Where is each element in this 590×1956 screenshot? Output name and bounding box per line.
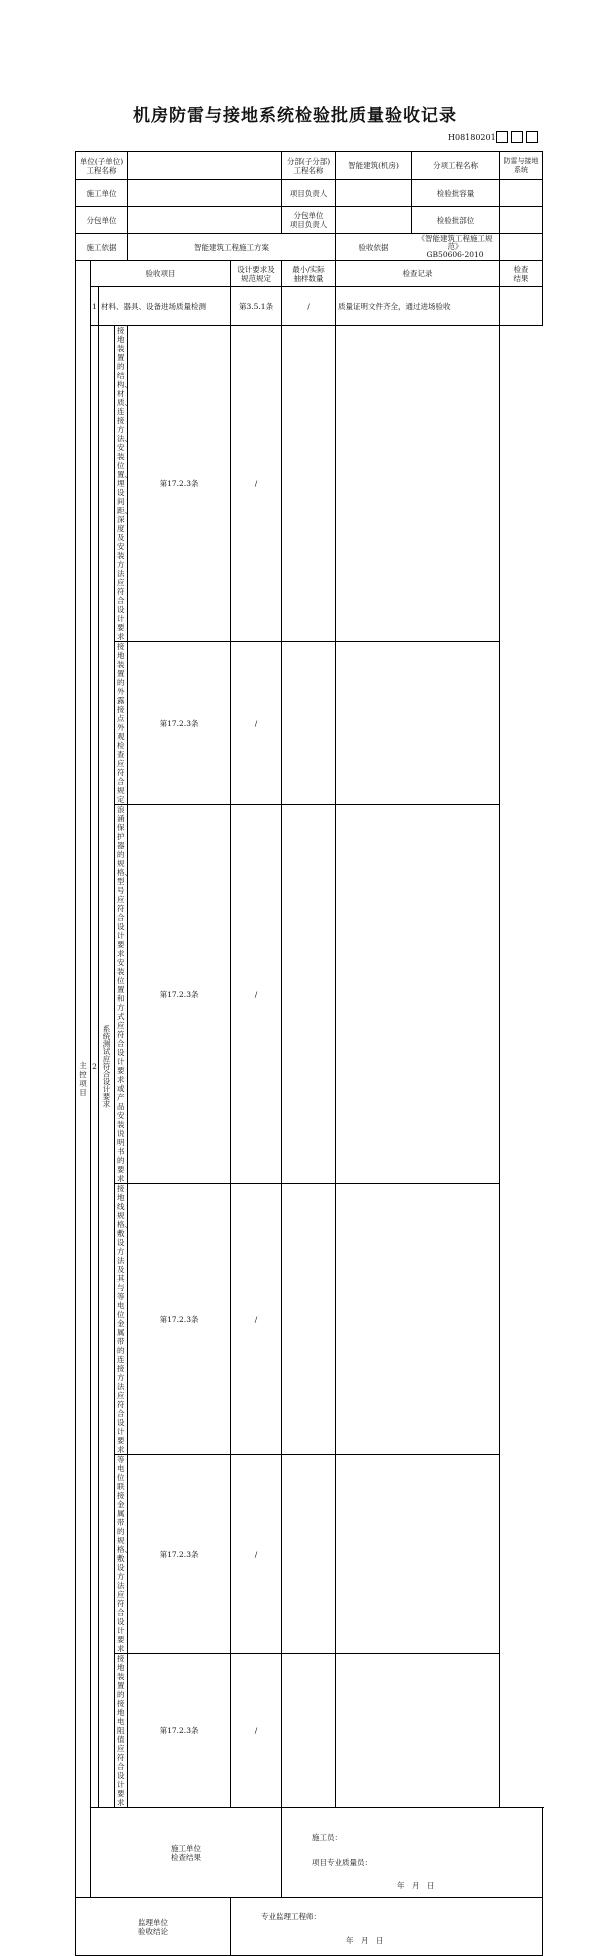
division-name-value[interactable]: 智能建筑(机房) xyxy=(348,161,399,170)
main-control-label: 主 控 项 目 xyxy=(76,261,91,1898)
code-box-2[interactable] xyxy=(511,131,523,143)
item-name: 接地装置的结构、材质、连接方法、安装位置、埋设间距、深度及安装方法应符合设计要求 xyxy=(115,326,128,642)
subcontract-manager-value[interactable] xyxy=(336,207,411,233)
subcontract-unit-value[interactable] xyxy=(128,207,282,234)
batch-part-value[interactable] xyxy=(500,207,543,234)
column-header-row xyxy=(76,261,543,287)
subcontract-manager-label: 分包单位 项目负责人 xyxy=(282,207,336,234)
code-box-1[interactable] xyxy=(496,131,508,143)
header-row-unit xyxy=(76,152,543,180)
sub-manager-value-and-part xyxy=(336,207,500,234)
page-title: 机房防雷与接地系统检验批质量验收记录 xyxy=(133,106,457,126)
item-record[interactable] xyxy=(282,326,336,642)
manager-value-and-capacity xyxy=(336,180,500,207)
form-code: H08180201 xyxy=(448,133,496,142)
unit-name-label: 单位(子单位) 工程名称 xyxy=(76,152,128,180)
table-row xyxy=(76,642,543,805)
quality-inspector-label: 项目专业质量员： xyxy=(312,1858,373,1867)
item-design: 第17.2.3条 xyxy=(128,805,231,1184)
item-record[interactable] xyxy=(282,805,336,1184)
item-result[interactable] xyxy=(336,1654,500,1808)
construction-check-content[interactable] xyxy=(282,1808,543,1898)
construction-unit-label: 施工单位 xyxy=(76,180,128,207)
item-design: 第3.5.1条 xyxy=(231,287,282,326)
project-manager-value[interactable] xyxy=(336,180,411,206)
construction-check-label: 施工单位 检查结果 xyxy=(91,1808,282,1898)
supervision-row xyxy=(76,1898,543,1956)
table-row xyxy=(76,1654,543,1808)
item-name: 材料、器具、设备进场质量检测 xyxy=(99,287,231,326)
subitem-name-value[interactable]: 防雷与接地系统 xyxy=(500,152,543,180)
item-record[interactable] xyxy=(282,1455,336,1654)
table-row xyxy=(76,287,543,326)
subcontract-unit-label: 分包单位 xyxy=(76,207,128,234)
acceptance-basis-cell xyxy=(336,234,500,261)
item-record[interactable] xyxy=(282,1654,336,1808)
item-design: 第17.2.3条 xyxy=(128,1455,231,1654)
item-sample[interactable]: / xyxy=(282,287,336,326)
division-name-label: 分部(子分部) 工程名称 xyxy=(282,152,336,180)
batch-capacity-label: 检验批容量 xyxy=(436,188,475,198)
item-result[interactable] xyxy=(336,1455,500,1654)
item-sample[interactable]: / xyxy=(231,642,282,805)
supervision-label: 监理单位 验收结论 xyxy=(76,1898,231,1956)
acceptance-basis-value[interactable]: 《智能建筑工程施工规范》 GB50606-2010 xyxy=(417,234,493,259)
header-row-construction xyxy=(76,180,543,207)
item-name: 接地线规格、敷设方法及其与等电位金属带的连接方法应符合设计要求 xyxy=(115,1184,128,1455)
basis-label: 施工依据 xyxy=(76,234,128,261)
col-item-header: 验收项目 xyxy=(91,261,231,287)
basis-value[interactable]: 智能建筑工程施工方案 xyxy=(128,234,336,261)
acceptance-basis-value-end xyxy=(500,234,543,261)
item-design: 第17.2.3条 xyxy=(128,642,231,805)
item-no: 1 xyxy=(91,287,99,326)
col-record-header: 检查记录 xyxy=(336,261,500,287)
header-row-subcontract xyxy=(76,207,543,234)
construction-date: 年 月 日 xyxy=(397,1881,435,1890)
supervision-content[interactable] xyxy=(231,1898,543,1956)
supervision-engineer-label: 专业监理工程师： xyxy=(261,1912,322,1921)
construction-unit-value[interactable] xyxy=(128,180,282,207)
item-name: 浪涌保护器的规格、型号应符合设计要求安装位置和方式应符合设计要求或产品安装说明书的要求 xyxy=(115,805,128,1184)
item-no: 2 xyxy=(91,326,99,1808)
item-design: 第17.2.3条 xyxy=(128,1654,231,1808)
item-name: 等电位联接金属带的规格、敷设方法应符合设计要求 xyxy=(115,1455,128,1654)
item-sample[interactable]: / xyxy=(231,1455,282,1654)
unit-name-value[interactable] xyxy=(128,152,282,180)
item-sample[interactable]: / xyxy=(231,805,282,1184)
item-sample[interactable]: / xyxy=(231,326,282,642)
supervision-date: 年 月 日 xyxy=(346,1936,384,1945)
division-value-and-subitem xyxy=(336,152,500,180)
item-sample[interactable]: / xyxy=(231,1654,282,1808)
batch-capacity-value[interactable] xyxy=(500,180,543,207)
item-result[interactable] xyxy=(336,642,500,805)
project-manager-label: 项目负责人 xyxy=(282,180,336,207)
col-result-header: 检查 结果 xyxy=(500,261,543,287)
subitem-name-label: 分项工程名称 xyxy=(433,161,479,170)
table-row xyxy=(76,326,543,642)
table-row xyxy=(76,805,543,1184)
item-design: 第17.2.3条 xyxy=(128,326,231,642)
acceptance-basis-label: 验收依据 xyxy=(358,242,389,252)
acceptance-form-table xyxy=(75,151,543,1956)
construction-check-row xyxy=(76,1808,543,1898)
col-sample-header: 最小/实际 抽样数量 xyxy=(282,261,336,287)
item-result[interactable] xyxy=(336,1184,500,1455)
batch-part-label: 检验批部位 xyxy=(436,215,475,225)
item-name: 接地装置的接地电阻值应符合设计要求 xyxy=(115,1654,128,1808)
item-record[interactable] xyxy=(282,1184,336,1455)
item-record[interactable]: 质量证明文件齐全，通过进场验收 xyxy=(336,287,500,326)
header-row-basis xyxy=(76,234,543,261)
code-box-3[interactable] xyxy=(526,131,538,143)
table-row xyxy=(76,1184,543,1455)
item-sample[interactable]: / xyxy=(231,1184,282,1455)
item-record[interactable] xyxy=(282,642,336,805)
item-design: 第17.2.3条 xyxy=(128,1184,231,1455)
item-result[interactable] xyxy=(336,805,500,1184)
table-row xyxy=(76,1455,543,1654)
construction-worker-label: 施工员： xyxy=(312,1833,343,1842)
group-system-test-label: 系统测试应符合设计要求 xyxy=(99,326,115,1808)
col-design-header: 设计要求及 规范规定 xyxy=(231,261,282,287)
item-result[interactable] xyxy=(336,326,500,642)
item-result[interactable] xyxy=(500,287,543,326)
item-name: 接地装置的外露接点外观检查应符合规定 xyxy=(115,642,128,805)
